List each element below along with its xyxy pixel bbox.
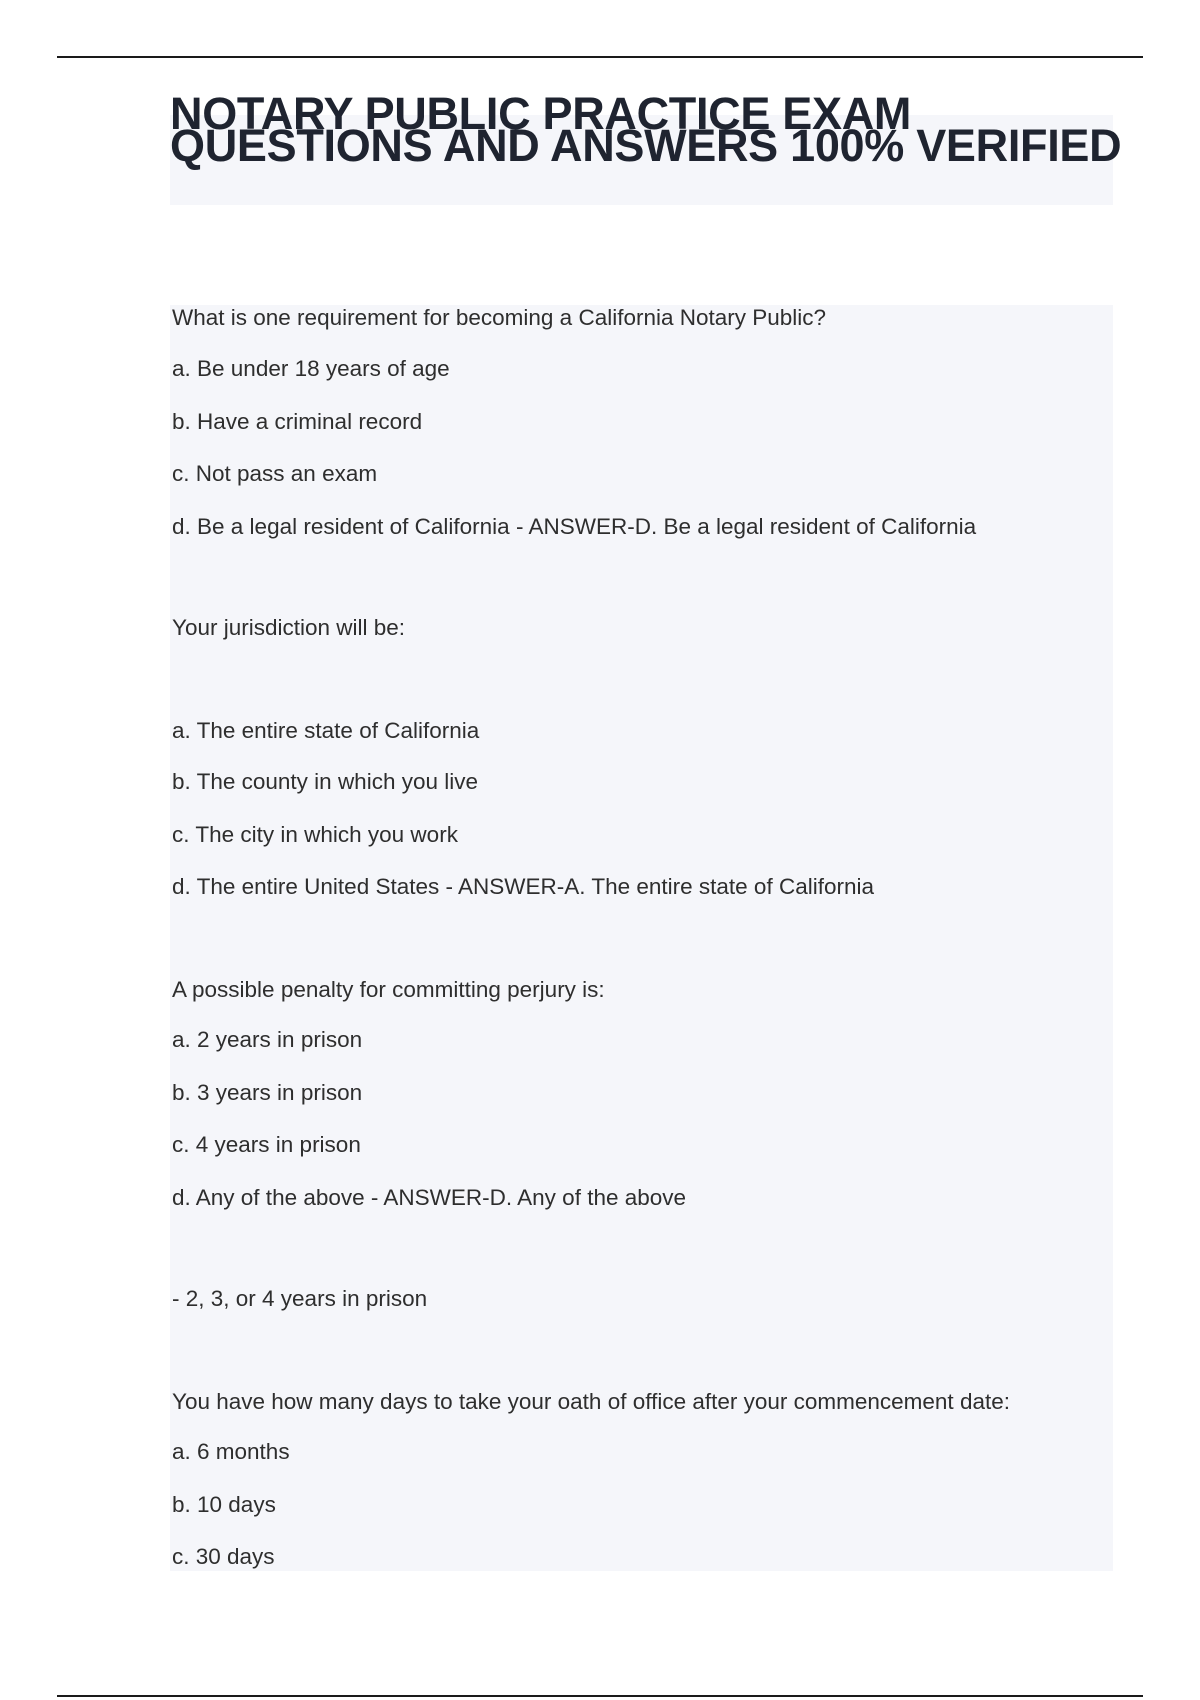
top-rule: [57, 56, 1143, 58]
answer-option: c. 30 days: [172, 1544, 275, 1569]
question-prompt: A possible penalty for committing perjury is:: [172, 977, 605, 1002]
answer-option: a. 2 years in prison: [172, 1027, 363, 1052]
answer-option: c. Not pass an exam: [172, 461, 378, 486]
answer-option: a. 6 months: [172, 1439, 290, 1464]
answer-option: d. Be a legal resident of California - ANSWER-D. Be a legal resident of California: [172, 514, 977, 539]
answer-option: b. 3 years in prison: [172, 1080, 363, 1105]
answer-option: c. The city in which you work: [172, 822, 458, 847]
answer-note: - 2, 3, or 4 years in prison: [172, 1286, 428, 1311]
answer-option: d. The entire United States - ANSWER-A. The entire state of California: [172, 874, 874, 899]
answer-option: d. Any of the above - ANSWER-D. Any of the above: [172, 1185, 687, 1210]
bottom-rule: [57, 1695, 1143, 1697]
answer-option: c. 4 years in prison: [172, 1132, 361, 1157]
document-title: NOTARY PUBLIC PRACTICE EXAM QUESTIONS AND ANSWERS 100% VERIFIED: [170, 88, 1122, 171]
question-prompt: You have how many days to take your oath of office after your commencement date:: [172, 1389, 1010, 1414]
answer-option: b. Have a criminal record: [172, 409, 423, 434]
content-background: [170, 305, 1113, 1571]
answer-option: b. The county in which you live: [172, 769, 479, 794]
question-prompt: Your jurisdiction will be:: [172, 615, 406, 640]
answer-option: b. 10 days: [172, 1492, 276, 1517]
answer-option: a. The entire state of California: [172, 718, 480, 743]
question-prompt: What is one requirement for becoming a California Notary Public?: [172, 305, 827, 330]
answer-option: a. Be under 18 years of age: [172, 356, 450, 381]
